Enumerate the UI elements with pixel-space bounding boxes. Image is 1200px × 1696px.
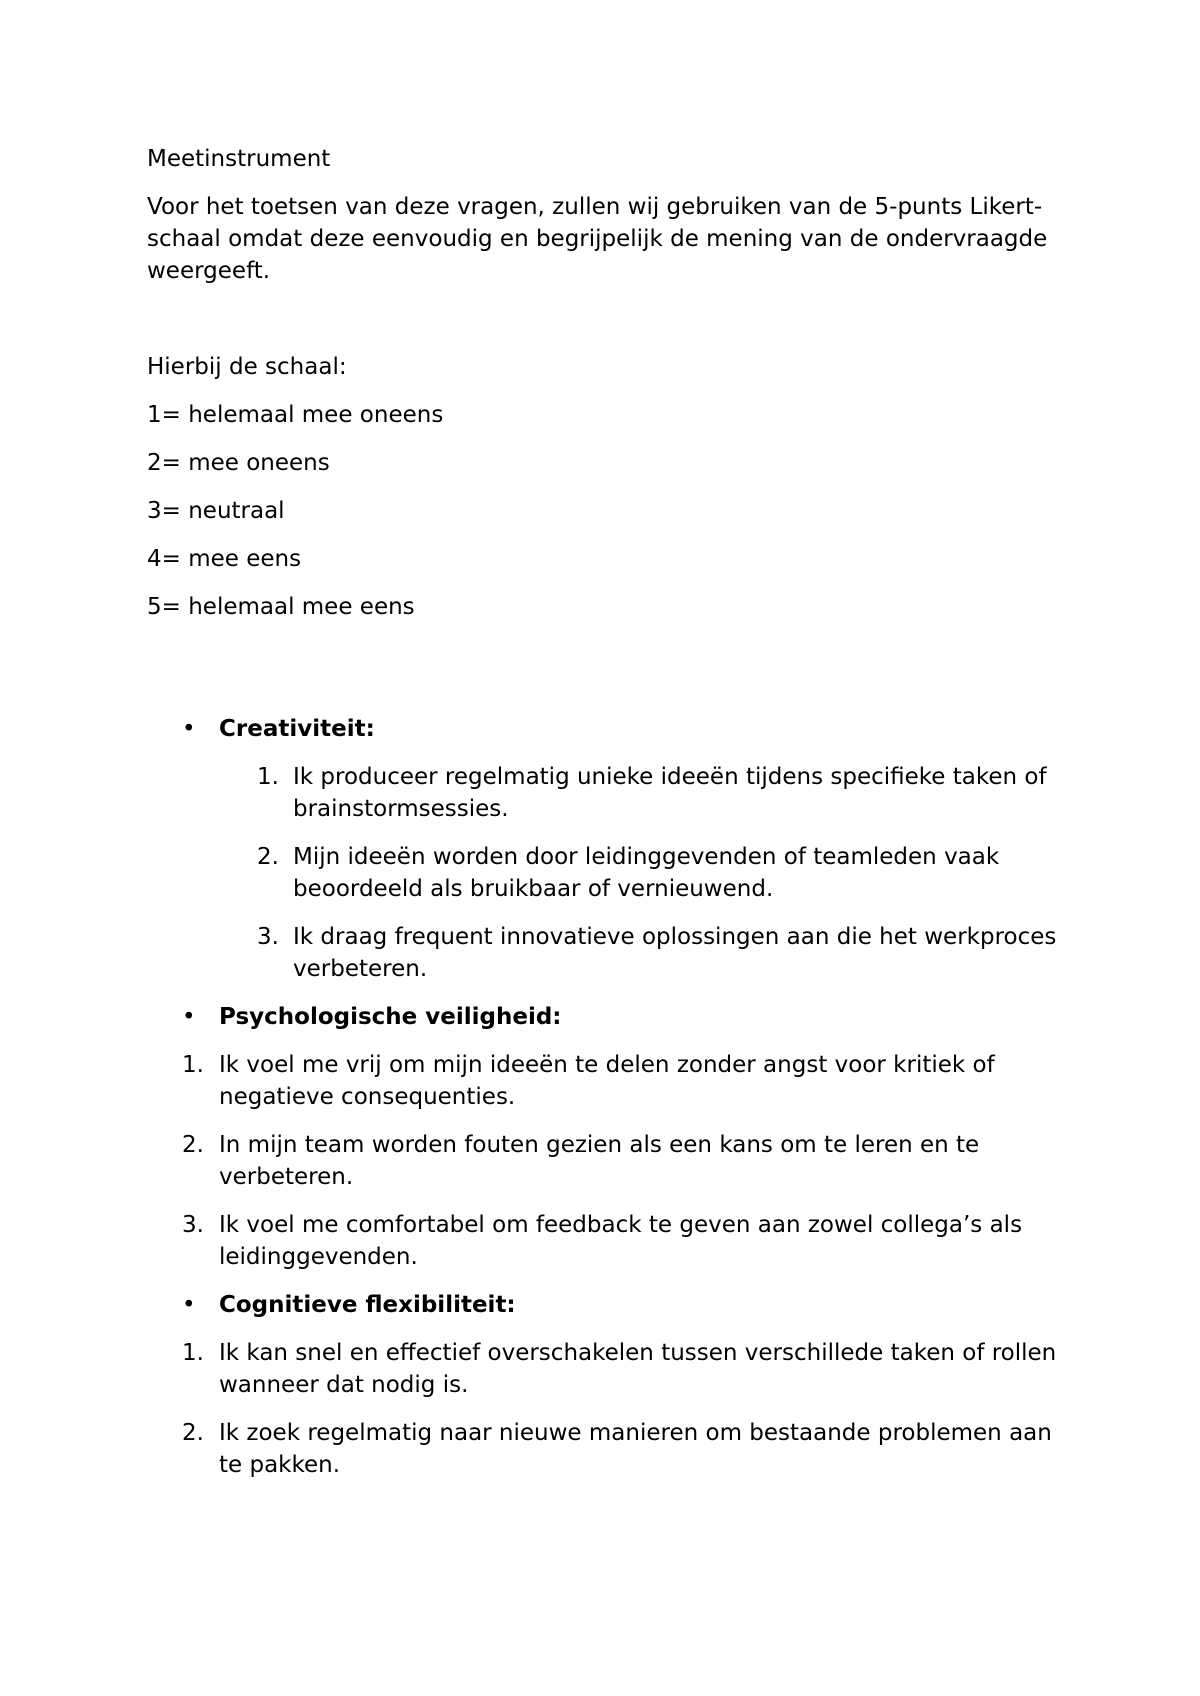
section-heading-label: Cognitieve flexibiliteit: (219, 1292, 516, 1318)
section-heading (147, 1001, 1067, 1033)
list-number: 1. (182, 1340, 204, 1366)
document-title: Meetinstrument (147, 146, 331, 172)
list-item-text: In mijn team worden fouten gezien als een kans om te leren en te verbeteren. (219, 1132, 980, 1190)
list-number: 3. (182, 1212, 204, 1238)
list-item-text: Ik voel me comfortabel om feedback te geven aan zowel collega’s als leidinggevenden. (219, 1212, 1023, 1270)
list-item (147, 921, 1067, 985)
list-item (147, 841, 1067, 905)
scale-item: 4= mee eens (147, 546, 302, 572)
list-item-text: Mijn ideeën worden door leidinggevenden of teamleden vaak beoordeeld als bruikbaar of vernieuwend. (293, 844, 1000, 902)
list-item (147, 1417, 1067, 1481)
list-item-text: Ik draag frequent innovatieve oplossingen aan die het werkproces verbeteren. (293, 924, 1057, 982)
scale-heading: Hierbij de schaal: (147, 354, 347, 380)
section-heading (147, 1289, 1067, 1321)
list-number: 2. (182, 1420, 204, 1446)
section-cognitieve-flexibiliteit (147, 1289, 1067, 1481)
section-creativiteit (147, 713, 1067, 985)
list-item (147, 1129, 1067, 1193)
bullet-icon: • (182, 1292, 196, 1318)
list-number: 1. (257, 764, 279, 790)
bullet-icon: • (182, 716, 196, 742)
list-item-text: Ik kan snel en effectief overschakelen tussen verschillede taken of rollen wanneer dat nodig is. (219, 1340, 1057, 1398)
scale-item: 1= helemaal mee oneens (147, 402, 444, 428)
list-number: 3. (257, 924, 279, 950)
spacer (147, 639, 1067, 713)
document-page (147, 143, 1067, 1497)
list-item (147, 1337, 1067, 1401)
list-item (147, 1049, 1067, 1113)
bullet-icon: • (182, 1004, 196, 1030)
scale-item: 2= mee oneens (147, 450, 330, 476)
section-heading-label: Psychologische veiligheid: (219, 1004, 562, 1030)
intro-paragraph: Voor het toetsen van deze vragen, zullen wij gebruiken van de 5-punts Likert-schaal omdat deze eenvoudig en begrijpelijk de mening van de ondervraagde weergeeft. (147, 194, 1048, 284)
list-number: 2. (257, 844, 279, 870)
list-item (147, 761, 1067, 825)
list-item-text: Ik produceer regelmatig unieke ideeën tijdens specifieke taken of brainstormsessies. (293, 764, 1047, 822)
list-item-text: Ik voel me vrij om mijn ideeën te delen zonder angst voor kritiek of negatieve consequenties. (219, 1052, 995, 1110)
list-number: 1. (182, 1052, 204, 1078)
section-heading (147, 713, 1067, 745)
scale-item: 3= neutraal (147, 498, 285, 524)
scale-item: 5= helemaal mee eens (147, 594, 415, 620)
list-item-text: Ik zoek regelmatig naar nieuwe manieren om bestaande problemen aan te pakken. (219, 1420, 1052, 1478)
list-number: 2. (182, 1132, 204, 1158)
list-item (147, 1209, 1067, 1273)
section-psychologische-veiligheid (147, 1001, 1067, 1273)
section-heading-label: Creativiteit: (219, 716, 375, 742)
